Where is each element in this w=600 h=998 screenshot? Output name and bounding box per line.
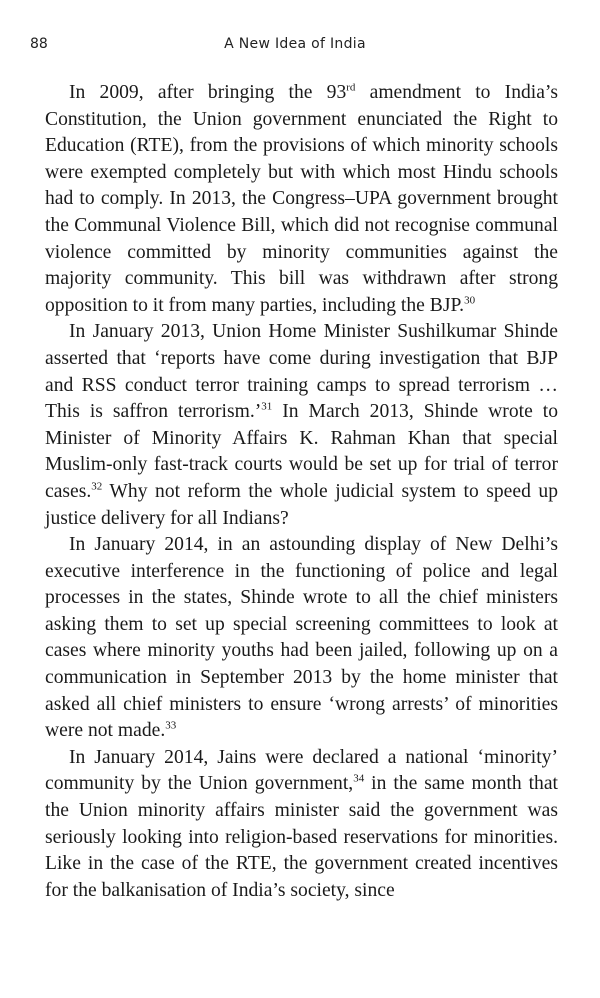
paragraph-text: In January 2014, Jains were declared a national ‘minority’ community by the Union government, [45,746,558,795]
paragraph-text: amendment to India’s Constitution, the Union government enunciated the Right to Education (RTE), from the provisions of which minority schools were exempted completely but with which most Hindu schools had to comply. In 2013, the Congress–UPA government brought the Communal Violence Bill, which did not recognise communal violence committed by minority communities against the majority community. This bill was withdrawn after strong opposition to it from many parties, including the BJP. [45,82,559,316]
paragraph-text: In March 2013, Shinde wrote to Minister of Minority Affairs K. Rahman Khan that special Muslim-only fast-track courts would be set up for trial of terror cases. [45,401,558,502]
paragraph [45,80,558,319]
footnote-marker: 32 [91,480,103,493]
body-text [45,80,558,904]
footnote-marker: 30 [464,294,476,307]
paragraph [45,745,558,905]
paragraph-text: Why not reform the whole judicial system to speed up justice delivery for all Indians? [45,480,558,529]
paragraph-text: In 2009, after bringing the 93 [69,82,347,103]
paragraph [45,319,558,532]
footnote-marker: 34 [353,772,365,785]
footnote-marker: rd [346,81,356,94]
footnote-marker: 33 [165,719,177,732]
paragraph-text: in the same month that the Union minority affairs minister said the government was seriously looking into religion-based reservations for minorities. Like in the case of the RTE, the government created incentives for the balkanisation of India’s society, since [45,773,558,901]
paragraph-text: In January 2014, in an astounding display of New Delhi’s executive interference in the functioning of police and legal processes in the states, Shinde wrote to all the chief ministers asking them to set up special screening committees to look at cases where minority youths had been jailed, following up on a communication in September 2013 by the home minister that asked all chief ministers to ensure ‘wrong arrests’ of minorities were not made. [45,534,558,742]
footnote-marker: 31 [261,400,273,413]
paragraph-text: In January 2013, Union Home Minister Sushilkumar Shinde asserted that ‘reports have come during investigation that BJP and RSS conduct terror training camps to spread terrorism … This is saffron terrorism.’ [45,321,558,423]
paragraph [45,532,558,745]
page-header [30,36,560,58]
page-number: 88 [30,36,48,52]
running-title: A New Idea of India [224,36,366,52]
